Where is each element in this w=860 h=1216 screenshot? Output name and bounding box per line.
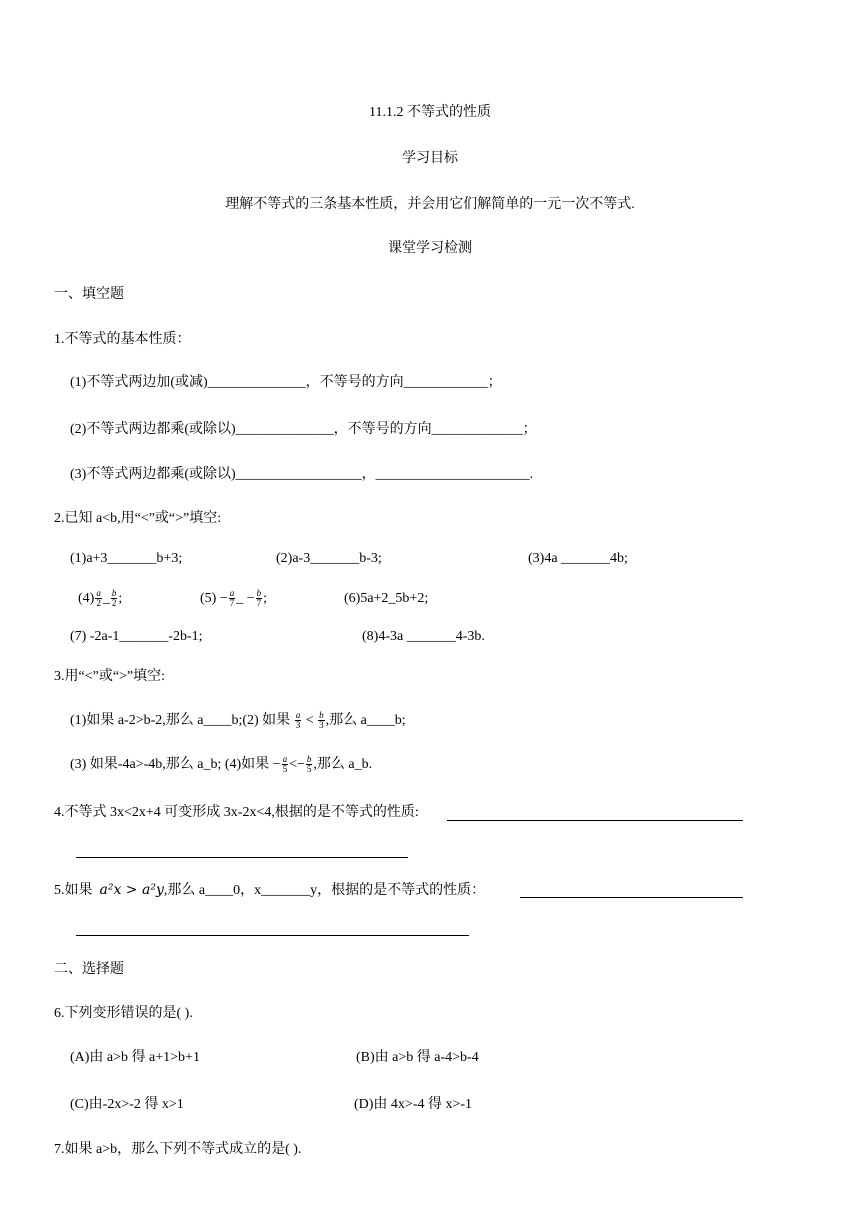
doc-title: 11.1.2 不等式的性质 xyxy=(369,105,491,120)
answer-line[interactable] xyxy=(76,857,408,858)
question-4: 4.不等式 3x<2x+4 可变形成 3x-2x<4,根据的是不等式的性质: xyxy=(54,805,419,820)
question-2-3: (3)4a _______4b; xyxy=(528,551,628,566)
heading-goal: 学习目标 xyxy=(402,151,458,166)
question-7: 7.如果 a>b，那么下列不等式成立的是( ). xyxy=(54,1142,302,1157)
question-2-1: (1)a+3_______b+3; xyxy=(70,551,183,566)
answer-line[interactable] xyxy=(447,820,743,821)
question-1: 1.不等式的基本性质： xyxy=(54,332,191,347)
question-1-2: (2)不等式两边都乘(或除以)______________，不等号的方向_____________； xyxy=(70,422,537,437)
question-2-4: (4) $\frac{a}{2}$ _ $\frac{b}{2}$ ; xyxy=(78,588,123,609)
question-2-2: (2)a-3_______b-3; xyxy=(276,551,382,566)
answer-line[interactable] xyxy=(520,897,743,898)
question-6: 6.下列变形错误的是( ). xyxy=(54,1006,193,1021)
question-2: 2.已知 a<b,用“<”或“>”填空: xyxy=(54,511,222,526)
option-d: (D)由 4x>-4 得 x>-1 xyxy=(354,1097,473,1112)
option-b: (B)由 a>b 得 a-4>b-4 xyxy=(356,1050,479,1065)
question-2-6: (6)5a+2_5b+2; xyxy=(344,591,429,606)
answer-line[interactable] xyxy=(76,935,469,936)
question-2-5: (5) − $\frac{a}{7}$ _ − $\frac{b}{7}$ ; xyxy=(200,588,268,609)
section-multiple-choice: 二、选择题 xyxy=(54,962,124,977)
question-3-2: (3) 如果-4a>-4b,那么 a_b; (4)如果 − $\frac{a}{5}$ <− $\frac{b}{5}$ ,那么 a_b. xyxy=(70,754,373,775)
question-1-3: (3)不等式两边都乘(或除以)__________________，______________________. xyxy=(70,467,534,482)
question-3-1: (1)如果 a-2>b-2,那么 a____b;(2) 如果 $\frac{a}{3}$ < $\frac{b}{3}$ ,那么 a____b; xyxy=(70,710,406,731)
question-1-1: (1)不等式两边加(或减)______________，不等号的方向____________； xyxy=(70,375,502,390)
question-5: 5.如果 a²x > a²y,那么 a____0，x_______y，根据的是不等式的性质： xyxy=(54,882,486,898)
option-c: (C)由-2x>-2 得 x>1 xyxy=(70,1097,184,1112)
question-2-8: (8)4-3a _______4-3b. xyxy=(362,629,485,644)
section-fill-blank: 一、填空题 xyxy=(54,287,124,302)
question-3: 3.用“<”或“>”填空: xyxy=(54,669,166,684)
question-2-7: (7) -2a-1_______-2b-1; xyxy=(70,629,203,644)
heading-test: 课堂学习检测 xyxy=(388,241,472,256)
option-a: (A)由 a>b 得 a+1>b+1 xyxy=(70,1050,200,1065)
goal-text: 理解不等式的三条基本性质，并会用它们解简单的一元一次不等式. xyxy=(225,197,635,212)
